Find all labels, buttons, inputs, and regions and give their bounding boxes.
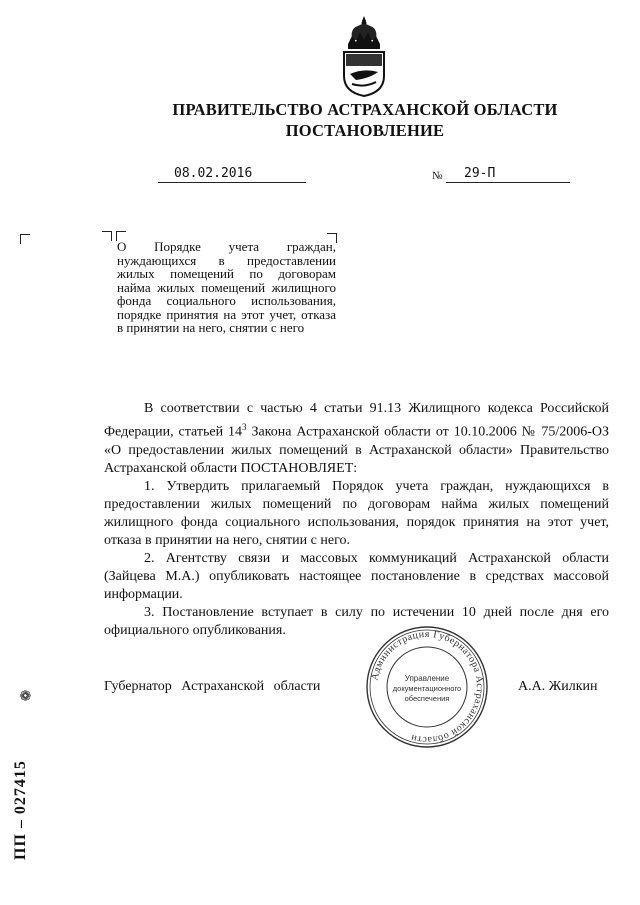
clause-3: 3. Постановление вступает в силу по истечении 10 дней после дня его официального опубликования. [104, 604, 609, 638]
preamble-text-a: В соответствии с частью 4 статьи 91.13 Жилищного кодекса Российской Федерации, статьей 14 [104, 401, 609, 440]
document-subject: О Порядке учета граждан, нуждающихся в предоставлении жилых помещений по договорам найма жилых помещений жилищного фонда социального использования, порядке принятия на этот учет, отказа в принятии на него, снятии с него [117, 239, 336, 335]
clause-2: 2. Агентству связи и массовых коммуникаций Астраханской области (Зайцева М.А.) опубликовать настоящее постановление в средствах массовой информации. [104, 550, 609, 602]
preamble-text-b: Закона Астраханской области от 10.10.2006 № 75/2006-ОЗ «О предоставлении жилых помещений в Астраханской области» Правительство Астраханской области ПОСТАНОВЛЯЕТ: [104, 424, 609, 476]
government-title: ПРАВИТЕЛЬСТВО АСТРАХАНСКОЙ ОБЛАСТИ [172, 100, 558, 119]
side-registration-code: ПП – 027415 [12, 760, 29, 860]
seal-outer-text: Администрация Губернатора Астраханской области [369, 628, 486, 746]
seal-inner-line2: документационного [392, 684, 462, 693]
article-superscript: 3 [242, 422, 247, 432]
preamble-paragraph [104, 400, 609, 478]
clause-1: 1. Утвердить прилагаемый Порядок учета граждан, нуждающихся в предоставлении жилых помещений по договорам найма жилых помещений жилищного фонда социального использования, порядок принятия на этот учет, отказа в принятии на него, снятии с него. [104, 478, 609, 548]
corner-mark-left [20, 234, 30, 244]
number-label: № [432, 170, 443, 182]
official-seal [364, 624, 490, 750]
signatory-name: А.А. Жилкин [518, 679, 598, 694]
side-ornament-icon: ❁ [19, 689, 35, 702]
signatory-position: Губернатор Астраханской области [104, 679, 321, 694]
seal-inner-line1: Управление [404, 674, 450, 683]
document-type-title: ПОСТАНОВЛЕНИЕ [285, 121, 445, 140]
coat-of-arms-emblem [336, 14, 392, 98]
document-body [104, 400, 609, 640]
corner-mark-subject-left [102, 231, 112, 241]
document-date: 08.02.2016 [158, 166, 306, 183]
document-number: 29-П [446, 166, 570, 183]
seal-inner-line3: обеспечения [404, 694, 450, 703]
